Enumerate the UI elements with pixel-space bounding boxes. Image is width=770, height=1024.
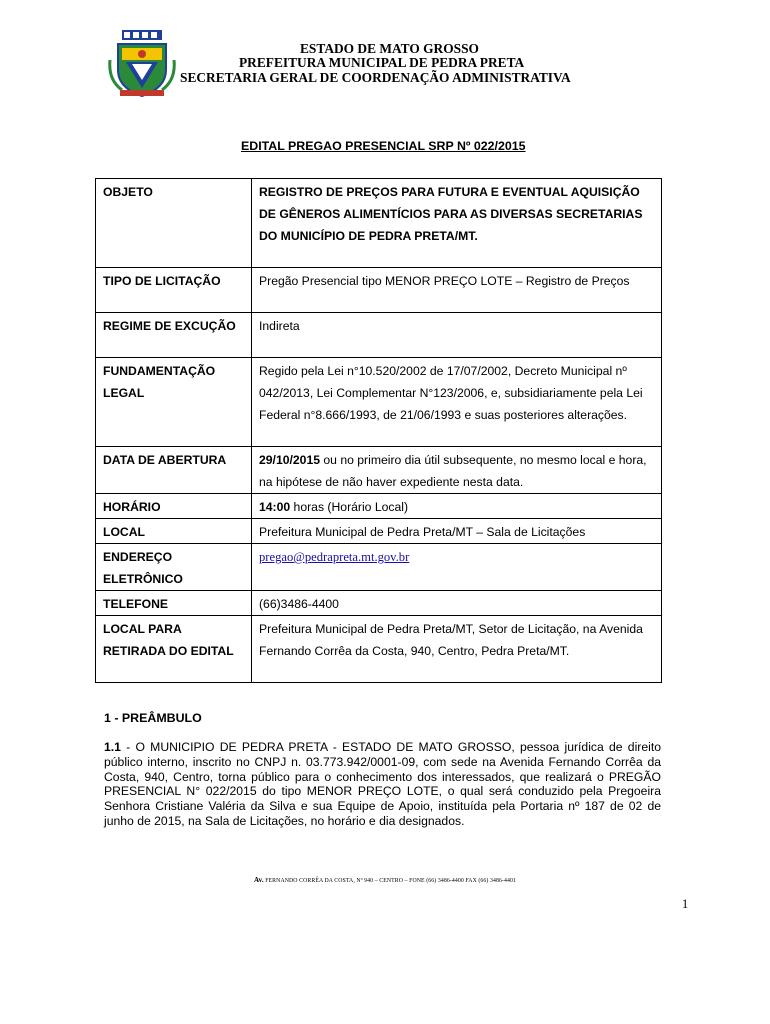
table-row: [96, 519, 662, 544]
endereco-eletronico-value: [252, 544, 662, 591]
footer-av: Av.: [253, 876, 264, 884]
horario-time: 14:00: [259, 500, 291, 514]
table-row: [96, 179, 662, 268]
footer-address: FERNANDO CORRÊA DA COSTA, Nº 940 – CENTRO – FONE (66) 3486-4400 FAX (66) 3486-4401: [263, 878, 517, 884]
preambulo-paragraph: [104, 740, 661, 829]
page-number: 1: [682, 897, 689, 911]
edital-summary-table: [95, 178, 662, 683]
local-label: LOCAL: [96, 519, 252, 544]
data-abertura-date: 29/10/2015: [259, 453, 320, 467]
table-row: [96, 616, 662, 683]
header-secretariat: SECRETARIA GERAL DE COORDENAÇÃO ADMINISTRATIVA: [180, 70, 571, 85]
table-row: [96, 494, 662, 519]
horario-note: horas (Horário Local): [290, 500, 409, 514]
fundamentacao-value: Regido pela Lei n°10.520/2002 de 17/07/2002, Decreto Municipal nº 042/2013, Lei Complementar N°123/2006, e, subsidiariamente pela Lei Federal n°8.666/1993, de 21/06/1993 e suas posteriores alterações.: [252, 358, 662, 447]
data-abertura-value: [252, 447, 662, 494]
horario-label: HORÁRIO: [96, 494, 252, 519]
data-abertura-label: DATA DE ABERTURA: [96, 447, 252, 494]
table-row: [96, 313, 662, 358]
tipo-licitacao-value: Pregão Presencial tipo MENOR PREÇO LOTE – Registro de Preços: [252, 268, 662, 313]
table-row: [96, 447, 662, 494]
municipal-coat-of-arms-logo: [108, 30, 176, 98]
regime-label: REGIME DE EXCUÇÃO: [96, 313, 252, 358]
clause-number: 1.1: [104, 740, 121, 754]
data-abertura-note: ou no primeiro dia útil subsequente, no mesmo local e hora, na hipótese de não haver expediente nesta data.: [259, 453, 647, 489]
horario-value: [252, 494, 662, 519]
telefone-label: TELEFONE: [96, 591, 252, 616]
preambulo-heading: 1 - PREÂMBULO: [104, 711, 202, 725]
retirada-value: Prefeitura Municipal de Pedra Preta/MT, Setor de Licitação, na Avenida Fernando Corrêa da Costa, 940, Centro, Pedra Preta/MT.: [252, 616, 662, 683]
telefone-value: (66)3486-4400: [252, 591, 662, 616]
table-row: [96, 591, 662, 616]
header-prefecture: PREFEITURA MUNICIPAL DE PEDRA PRETA: [239, 55, 525, 70]
email-link[interactable]: pregao@pedrapreta.mt.gov.br: [259, 550, 410, 564]
retirada-label: LOCAL PARA RETIRADA DO EDITAL: [96, 616, 252, 683]
table-row: [96, 268, 662, 313]
table-row: [96, 544, 662, 591]
endereco-eletronico-label: ENDEREÇO ELETRÔNICO: [96, 544, 252, 591]
objeto-label: OBJETO: [96, 179, 252, 268]
table-row: [96, 358, 662, 447]
clause-text: - O MUNICIPIO DE PEDRA PRETA - ESTADO DE MATO GROSSO, pessoa jurídica de direito público interno, inscrito no CNPJ n. 03.773.942/0001-09, com sede na Avenida Fernando Corrêa da Costa, 940, Centro, torna público para o conhecimento dos interessados, que realizará o PREGÃO PRESENCIAL N° 022/2015 do tipo MENOR PREÇO LOTE, o qual será conduzido pela Pregoeira Senhora Cristiane Valéria da Silva e sua Equipe de Apoio, instituída pela Portaria nº 187 de 02 de junho de 2015, na Sala de Licitações, no horário e dia designados.: [104, 740, 661, 828]
header-state: ESTADO DE MATO GROSSO: [300, 41, 479, 56]
tipo-licitacao-label: TIPO DE LICITAÇÃO: [96, 268, 252, 313]
local-value: Prefeitura Municipal de Pedra Preta/MT – Sala de Licitações: [252, 519, 662, 544]
edital-title: EDITAL PREGAO PRESENCIAL SRP Nº 022/2015: [241, 139, 526, 153]
objeto-value: REGISTRO DE PREÇOS PARA FUTURA E EVENTUAL AQUISIÇÃO DE GÊNEROS ALIMENTÍCIOS PARA AS DIVERSAS SECRETARIAS DO MUNICÍPIO DE PEDRA PRETA/MT.: [252, 179, 662, 268]
page-footer: [0, 876, 770, 884]
regime-value: Indireta: [252, 313, 662, 358]
fundamentacao-label: FUNDAMENTAÇÃO LEGAL: [96, 358, 252, 447]
